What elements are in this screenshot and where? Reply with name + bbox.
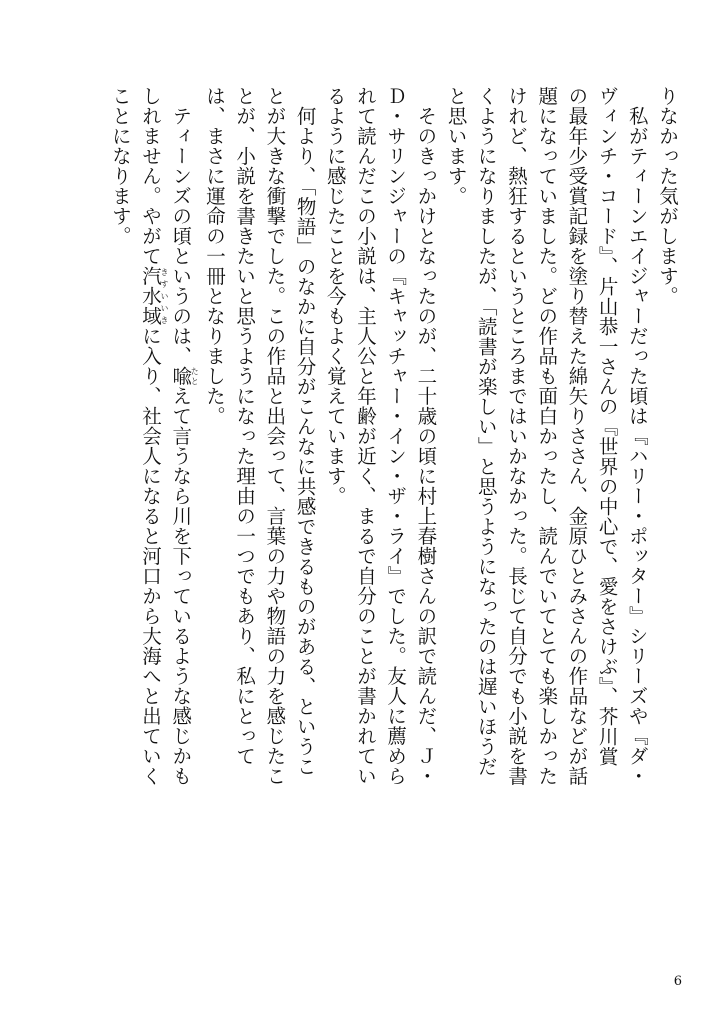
vertical-text-body xyxy=(22,86,682,786)
paragraph-5-part-2: えて言うなら川を下っているような感じかもしれません。やがて xyxy=(139,86,193,786)
paragraph-1: りなかった気がします。 xyxy=(656,86,679,306)
ruby-base-kisuiiki: 汽水域 xyxy=(139,266,163,326)
ruby-reading-kisuiiki: きすいいき xyxy=(160,266,170,326)
paragraph-5 xyxy=(105,86,199,786)
ruby-base-tato: 喩 xyxy=(169,365,193,386)
paragraph-4: 何より、「物語」のなかに自分がこんなに共感できるものがある、ということが大きな衝撃でした。この作品と出会って、言葉の力や物語の力を感じたことが、小説を書きたいと思うようになった理由の一つでもあり、私にとっては、まさに運命の一冊となりました。 xyxy=(202,86,317,786)
paragraph-3: そのきっかけとなったのが、二十歳の頃に村上春樹さんの訳で読んだ、Ｊ・Ｄ・サリンジャーの『キャッチャー・イン・ザ・ライ』でした。友人に薦められて読んだこの小説は、主人公と年齢が近く、まるで自分のことが書かれているように感じたことを今もよく覚えています。 xyxy=(323,86,438,786)
paragraph-5-part-1: ティーンズの頃というのは、 xyxy=(169,105,193,366)
paragraph-5-part-3: に入り、社会人になると河口から大海へと出ていくことになります。 xyxy=(108,86,163,786)
page-number: 6 xyxy=(673,974,682,989)
ruby-tato xyxy=(169,365,200,386)
paragraph-2: 私がティーンエイジャーだった頃は『ハリー・ポッター』シリーズや『ダ・ヴィンチ・コード』、片山恭一さんの『世界の中心で、愛をさけぶ』、芥川賞の最年少受賞記録を塗り替えた綿矢りささん、金原ひとみさんの作品などが話題になっていました。どの作品も面白かったし、読んでいてとても楽しかったけれど、熱狂するというところまではいかなかった。長じて自分でも小説を書くようになりましたが、「読書が楽しい」と思うようになったのは遅いほうだと思います。 xyxy=(444,86,649,786)
ruby-reading-tato: たと xyxy=(190,365,200,386)
ruby-kisuiiki xyxy=(139,266,170,326)
